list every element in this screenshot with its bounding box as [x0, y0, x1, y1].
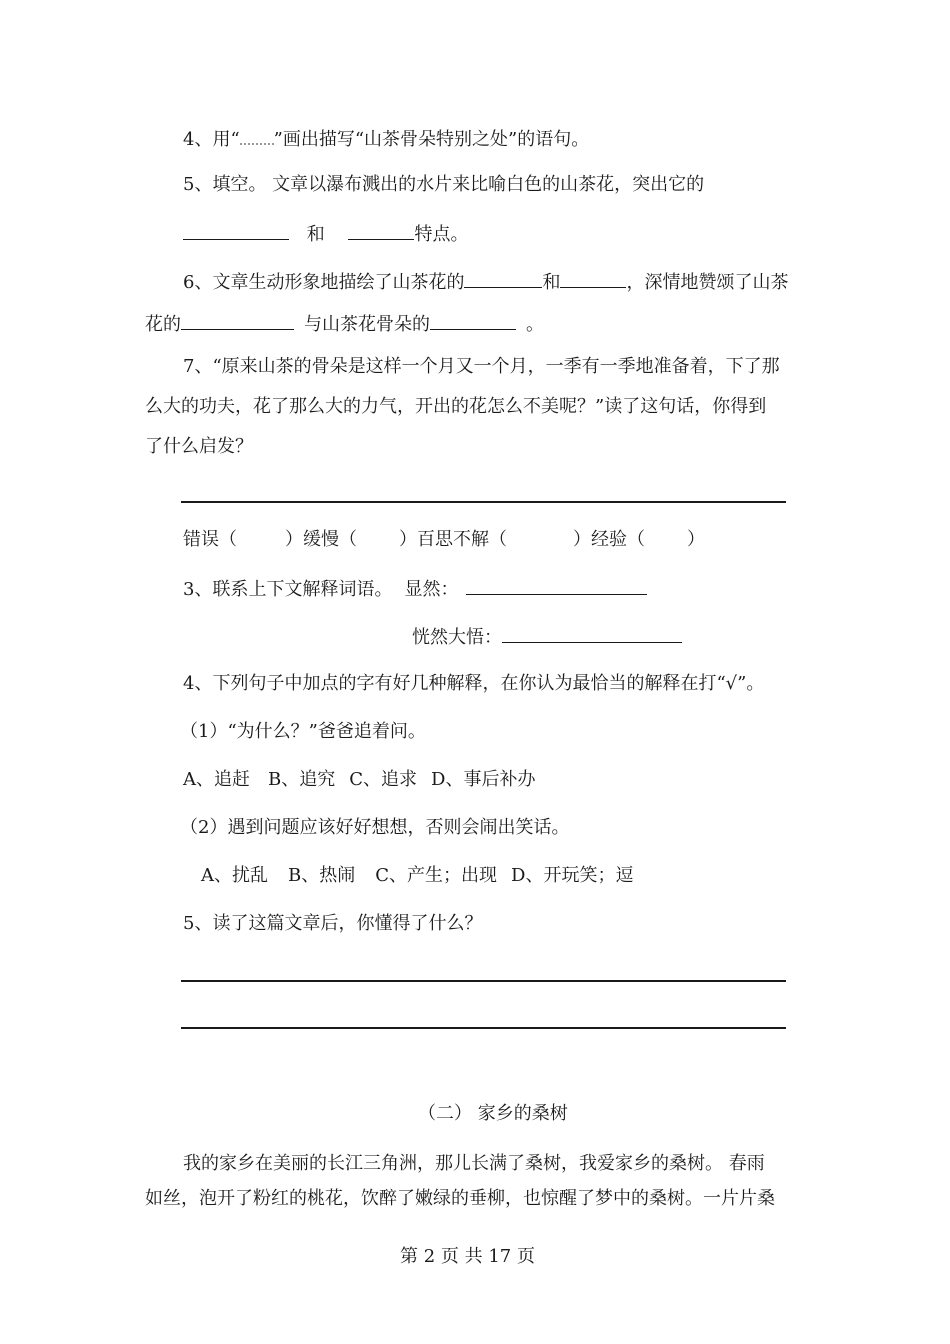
question-4a: 4、用“ ”画出描写“山茶骨朵特别之处”的语句。 — [183, 125, 589, 149]
options-1 — [183, 768, 535, 792]
question-3-term2: 恍然大悟： — [412, 624, 682, 648]
answer-blank[interactable] — [181, 311, 294, 330]
question-5b: 5、读了这篇文章后，你懂得了什么？ — [183, 913, 483, 934]
question-6-line1: 6、文章生动形象地描绘了山茶花的 和 ，深情地赞颂了山茶 — [183, 269, 788, 293]
answer-blank[interactable] — [348, 221, 414, 240]
question-5a-blanks: 和 特点。 — [183, 221, 468, 245]
option-c[interactable]: C、追求 — [349, 769, 418, 790]
question-7-line2: 么大的功夫，花了那么大的力气，开出的花怎么不美呢？”读了这句话，你得到 — [145, 396, 767, 417]
antonym-row: 错误（ ）缓慢（ ）百思不解（ ）经验（ ） — [183, 529, 705, 550]
option-b[interactable]: B、追究 — [268, 769, 336, 790]
option-c[interactable]: C、产生；出现 — [375, 865, 498, 886]
passage-line-2: 如丝，泡开了粉红的桃花，饮醉了嫩绿的垂柳，也惊醒了梦中的桑树。一片片桑 — [145, 1188, 775, 1209]
question-7-line3: 了什么启发？ — [145, 436, 253, 457]
question-5a: 5、填空。 文章以瀑布溅出的水片来比喻白色的山茶花，突出它的 — [183, 174, 705, 195]
option-b[interactable]: B、热闹 — [288, 865, 356, 886]
sentence-2: （2）遇到问题应该好好想想，否则会闹出笑话。 — [180, 817, 570, 838]
answer-line[interactable] — [181, 1027, 786, 1029]
answer-blank[interactable] — [560, 269, 626, 288]
sentence-1: （1）“为什么？”爸爸追着问。 — [180, 721, 426, 742]
question-4b-prompt: 4、下列句子中加点的字有好几种解释，在你认为最恰当的解释在打“√”。 — [183, 673, 765, 694]
answer-blank[interactable] — [502, 624, 682, 643]
section-title: （二） 家乡的桑树 — [418, 1103, 568, 1124]
answer-blank[interactable] — [464, 269, 542, 288]
answer-blank[interactable] — [430, 311, 516, 330]
answer-line[interactable] — [181, 501, 786, 503]
answer-line[interactable] — [181, 980, 786, 982]
answer-blank[interactable] — [466, 576, 647, 595]
option-d[interactable]: D、事后补办 — [431, 769, 536, 790]
question-7-line1: 7、“原来山茶的骨朵是这样一个月又一个月，一季有一季地准备着，下了那 — [183, 356, 780, 377]
option-d[interactable]: D、开玩笑；逗 — [511, 865, 634, 886]
wavy-underline-sample — [240, 125, 274, 145]
page-footer: 第 2 页 共 17 页 — [400, 1246, 535, 1267]
question-3: 3、联系上下文解释词语。 显然： — [183, 576, 647, 600]
option-a[interactable]: A、追赶 — [183, 769, 250, 790]
question-6-line2: 花的 与山茶花骨朵的 。 — [145, 311, 544, 335]
option-a[interactable]: A、扰乱 — [201, 865, 268, 886]
options-2 — [201, 864, 633, 888]
passage-line-1: 我的家乡在美丽的长江三角洲，那儿长满了桑树，我爱家乡的桑树。 春雨 — [183, 1153, 765, 1174]
answer-blank[interactable] — [183, 221, 289, 240]
